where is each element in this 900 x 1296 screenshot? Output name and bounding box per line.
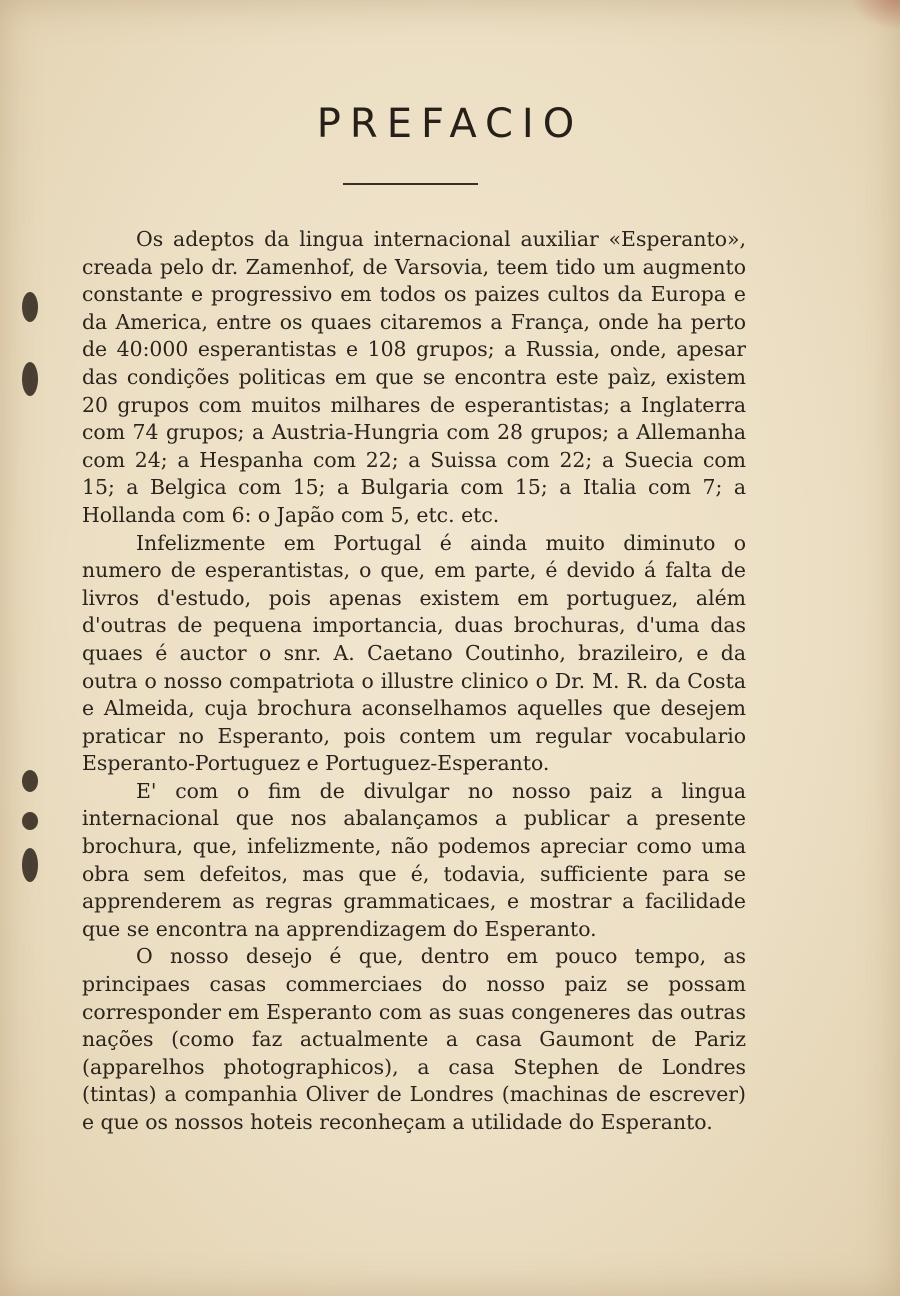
corner-stain bbox=[850, 0, 900, 30]
paragraph-2: Infelizmente em Portugal é ainda muito diminuto o numero de esperantistas, o que, em parte, é devido á falta de livros d'estudo, pois apenas existem em portuguez, além d'outras de pequena importancia, duas brochuras, d'uma das quaes é auctor o snr. A. Caetano Coutinho, brazileiro, e da outra o nosso compatriota o illustre clinico o Dr. M. R. da Costa e Almeida, cuja brochura aconselhamos aquelles que desejem praticar no Esperanto, pois contem um regular vocabulario Esperanto-Portuguez e Portuguez-Esperanto. bbox=[82, 530, 746, 776]
binding-mark bbox=[22, 362, 38, 396]
title-divider bbox=[343, 183, 478, 185]
binding-mark bbox=[22, 770, 38, 792]
paragraph-4: O nosso desejo é que, dentro em pouco tempo, as principaes casas commerciaes do nosso paiz se possam corresponder em Esperanto com as suas congeneres das outras nações (como faz actualmente a casa Gaumont de Pariz (apparelhos photographicos), a casa Stephen de Londres (tintas) a companhia Oliver de Londres (machinas de escrever) e que os nossos hoteis reconheçam a utilidade do Esperanto. bbox=[82, 944, 746, 1134]
paragraph-1: Os adeptos da lingua internacional auxiliar «Esperanto», creada pelo dr. Zamenhof, de Varsovia, teem tido um augmento constante e progressivo em todos os paizes cultos da Europa e da America, entre os quaes citaremos a França, onde ha perto de 40:000 esperantistas e 108 grupos; a Russia, onde, apesar das condições politicas em que se encontra este paìz, existem 20 grupos com muitos milhares de esperantistas; a Inglaterra com 74 grupos; a Austria-Hungria com 28 grupos; a Allemanha com 24; a Hespanha com 22; a Suissa com 22; a Suecia com 15; a Belgica com 15; a Bulgaria com 15; a Italia com 7; a Hollanda com 6: o Japão com 5, etc. etc. bbox=[82, 227, 746, 527]
binding-mark bbox=[22, 812, 38, 830]
binding-mark bbox=[22, 292, 38, 322]
preface-body bbox=[82, 226, 746, 1137]
binding-mark bbox=[22, 848, 38, 882]
page-title: PREFACIO bbox=[316, 101, 584, 147]
paragraph-3: E' com o fim de divulgar no nosso paiz a lingua internacional que nos abalançamos a publicar a presente brochura, que, infelizmente, não podemos apreciar como uma obra sem defeitos, mas que é, todavia, sufficiente para se apprenderem as regras grammaticaes, e mostrar a facilidade que se encontra na apprendizagem do Esperanto. bbox=[82, 778, 746, 941]
